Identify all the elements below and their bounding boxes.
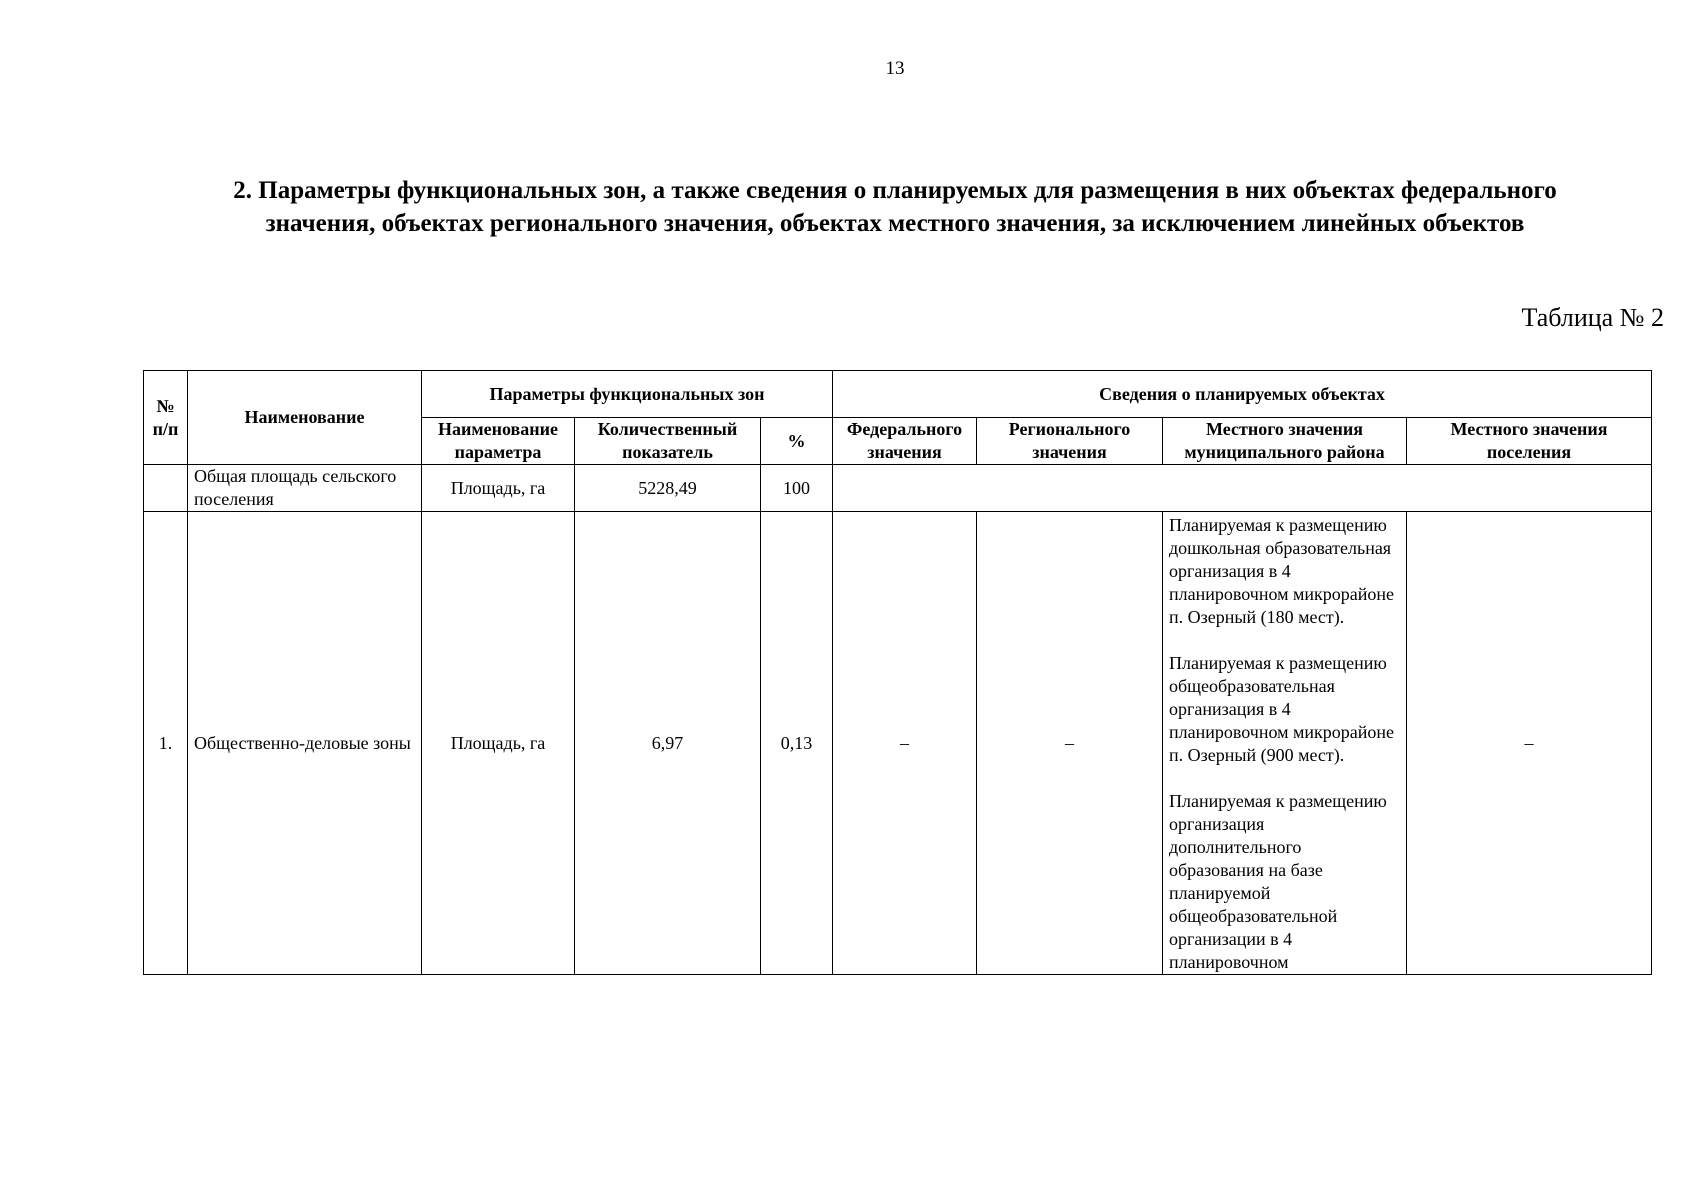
cell-param-name: Площадь, га [422,512,575,975]
cell-number [144,465,188,512]
header-name: Наименование [188,371,422,465]
header-number: № п/п [144,371,188,465]
planned-object-item: Планируемая к размещению организация дополнительного образования на базе планируемой общеобразовательной организации в 4 планировочном [1169,791,1387,972]
header-params-group: Параметры функциональных зон [422,371,833,418]
cell-param-name: Площадь, га [422,465,575,512]
cell-local-district [1163,512,1407,975]
header-regional: Регионального значения [977,418,1163,465]
page-number: 13 [885,58,905,79]
planned-object-item: Планируемая к размещению общеобразовательная организация в 4 планировочном микрорайоне п. Озерный (900 мест). [1169,653,1395,765]
cell-percent: 100 [761,465,833,512]
section-title: 2. Параметры функциональных зон, а также сведения о планируемых для размещения в них объектах федерального значения, объектах регионального значения, объектах местного значения, за исключением линейных объектов [233,177,1557,237]
table-row-total [144,465,1652,512]
table-caption: Таблица № 2 [1521,303,1664,332]
cell-number: 1. [144,512,188,975]
header-row-groups [144,371,1652,418]
cell-federal: – [833,512,977,975]
header-objects-group: Сведения о планируемых объектах [833,371,1652,418]
cell-quantity: 5228,49 [575,465,761,512]
cell-quantity: 6,97 [575,512,761,975]
header-percent: % [761,418,833,465]
header-federal: Федерального значения [833,418,977,465]
cell-percent: 0,13 [761,512,833,975]
header-local-district: Местного значения муниципального района [1163,418,1407,465]
cell-name: Общая площадь сельского поселения [188,465,422,512]
cell-local-settlement: – [1407,512,1652,975]
functional-zones-table [143,370,1652,975]
cell-objects-empty [833,465,1652,512]
cell-name: Общественно-деловые зоны [188,512,422,975]
header-local-settlement: Местного значения поселения [1407,418,1652,465]
header-quantity: Количественный показатель [575,418,761,465]
header-param-name: Наименование параметра [422,418,575,465]
planned-object-item: Планируемая к размещению дошкольная образовательная организация в 4 планировочном микрорайоне п. Озерный (180 мест). [1169,515,1395,627]
cell-regional: – [977,512,1163,975]
table-row [144,512,1652,975]
